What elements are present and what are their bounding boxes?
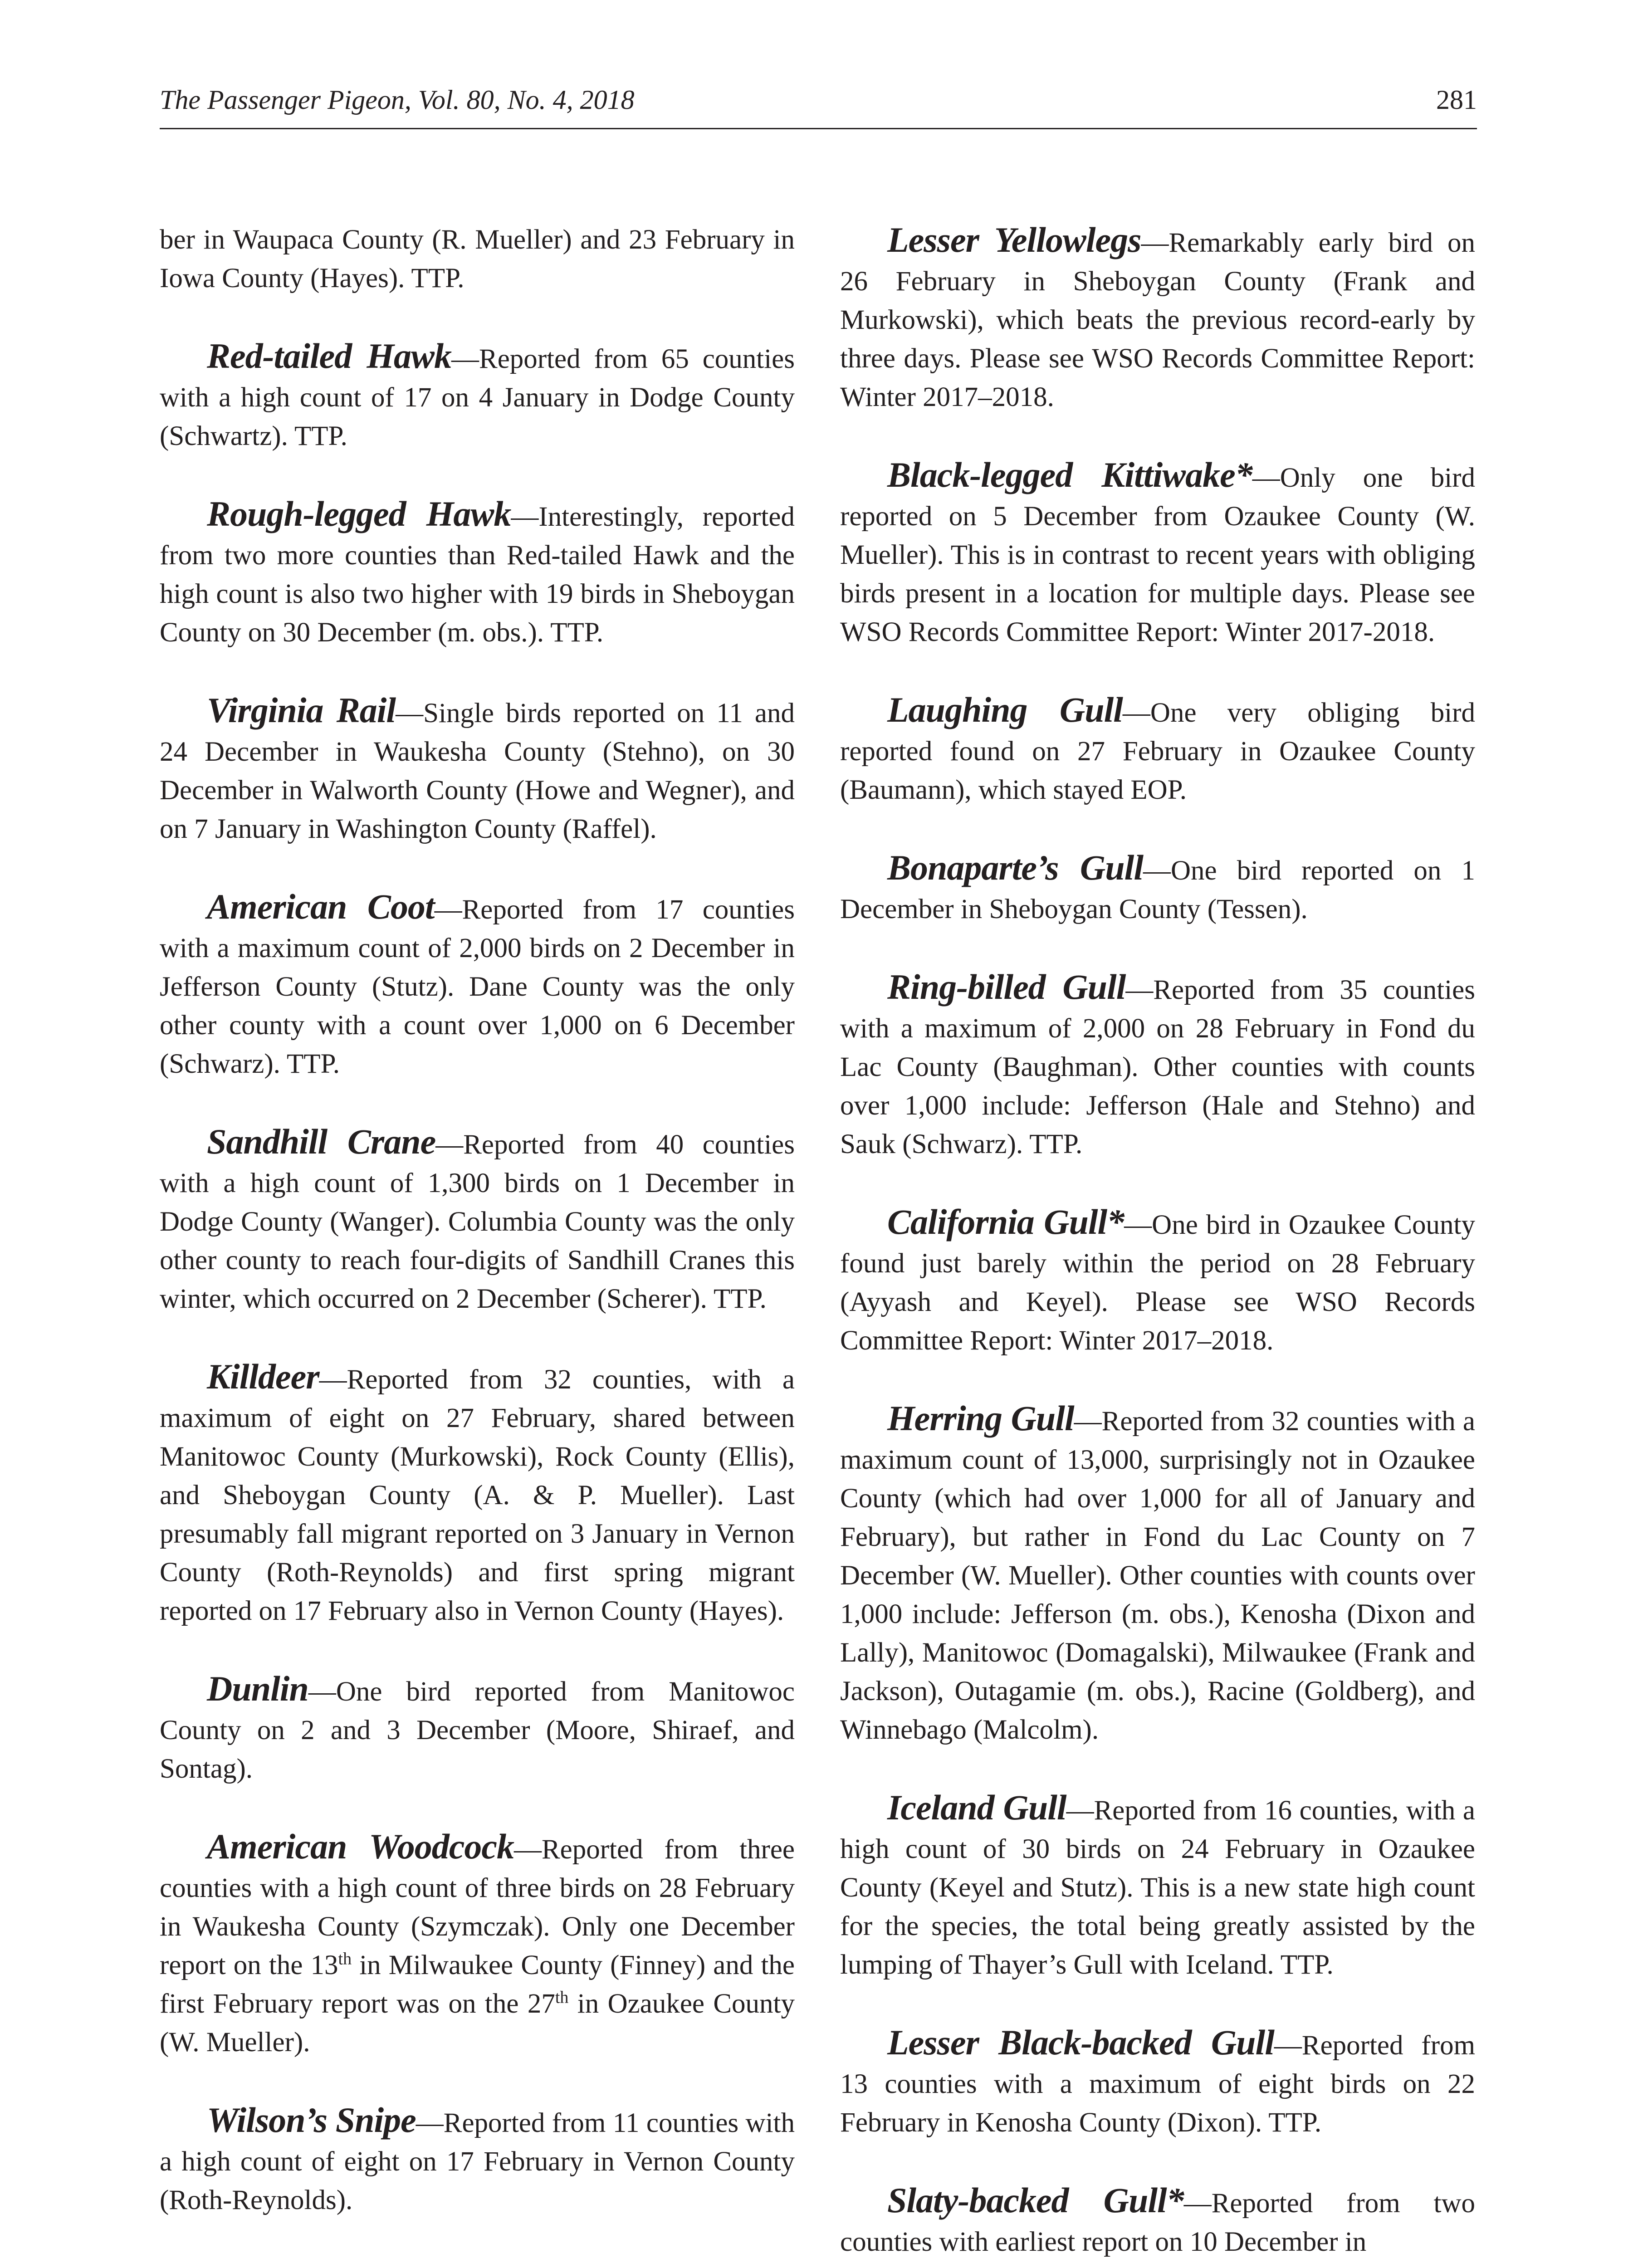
species-name: Sandhill Crane [207,1122,436,1161]
ordinal-suffix: th [338,1949,352,1969]
species-name: Black-legged Kittiwake* [887,455,1252,494]
species-account [160,1122,795,1318]
species-name: Lesser Black-backed Gull [887,2023,1274,2062]
species-name: American Coot [207,887,435,926]
account-text: —Reported from 32 counties with a maximum count of 13,000, surprisingly not in Ozaukee County (which had over 1,000 for all of January and February), but rather in Fond du Lac County on 7 December (W. Mueller). Other counties with counts over 1,000 include: Jefferson (m. obs.), Kenosha (Dixon and Lally), Manitowoc (Domagalski), Milwaukee (Frank and Jackson), Outagamie (m. obs.), Racine (Goldberg), and Winnebago (Malcolm). [840,1406,1475,1745]
species-account [160,494,795,652]
species-name: Killdeer [207,1357,319,1396]
account-text: —One bird in Ozaukee County found just barely within the period on 28 February (Ayyash and Keyel). Please see WSO Records Committee Report: Winter 2017–2018. [840,1210,1475,1356]
species-account [840,690,1475,809]
species-account-continuation [160,220,795,298]
account-text: in Ozaukee County (W. Mueller). [160,1989,795,2058]
account-text: —One very obliging bird reported found on 27 February in Ozaukee County (Baumann), which stayed EOP. [840,698,1475,805]
species-account [840,1399,1475,1749]
running-header [160,84,1477,130]
account-text: —Reported from 13 counties with a maximum of eight birds on 22 February in Kenosha County (Dixon). TTP. [840,2030,1476,2138]
species-name: Ring-billed Gull [887,967,1126,1007]
species-name: Dunlin [207,1669,308,1708]
species-name: California Gull* [887,1202,1125,1242]
species-name: Lesser Yellowlegs [887,220,1141,259]
header-rule [160,128,1477,129]
account-text: —Only one bird reported on 5 December from Ozaukee County (W. Mueller). This is in contrast to recent years with obliging birds present in a location for multiple days. Please see WSO Records Committee Report: Winter 2017-2018. [840,463,1475,647]
species-name: Iceland Gull [887,1788,1066,1827]
species-account [840,220,1475,416]
species-account [160,1669,795,1788]
species-account [840,968,1475,1163]
ordinal-suffix: th [555,1988,569,2007]
species-name: Wilson’s Snipe [207,2100,416,2140]
journal-title: The Passenger Pigeon, Vol. 80, No. 4, 2018 [160,85,635,115]
species-account [160,337,795,455]
species-account [840,2181,1475,2261]
right-column [840,220,1475,2268]
species-name: Rough-legged Hawk [207,494,511,533]
species-account [840,455,1475,651]
species-account [160,887,795,1083]
account-text: —Reported from 40 counties with a high count of 1,300 birds on 1 December in Dodge County (Wanger). Columbia County was the only other county to reach four-digits of Sandhill Cranes this winter, which occurred on 2 December (Scherer). TTP. [160,1129,795,1314]
account-text: —Reported from 11 counties with a high count of eight on 17 February in Vernon County (Roth-Reynolds). [160,2108,795,2215]
species-account [160,1827,795,2062]
page-number: 281 [1436,85,1477,115]
account-text: —Reported from three counties with a high count of three birds on 28 February in Waukesha County (Szymczak). Only one December report on the 13 [160,1834,795,1980]
species-account [160,1357,795,1630]
account-text: —Reported from 16 counties, with a high count of 30 birds on 24 February in Ozaukee County (Keyel and Stutz). This is a new state high count for the species, the total being greatly assisted by the lumping of Thayer’s Gull with Iceland. TTP. [840,1795,1475,1980]
account-text: —One bird reported from Manitowoc County on 2 and 3 December (Moore, Shiraef, and Sontag). [160,1677,795,1784]
account-text: —Reported from 32 counties, with a maximum of eight on 27 February, shared between Manitowoc County (Murkowski), Rock County (Ellis), and Sheboygan County (A. & P. Mueller). Last presumably fall migrant reported on 3 January in Vernon County (Roth-Reynolds) and first spring migrant reported on 17 February also in Vernon County (Hayes). [160,1364,795,1626]
species-account [840,2023,1475,2142]
species-account [160,2101,795,2219]
account-text: —Reported from 35 counties with a maximum of 2,000 on 28 February in Fond du Lac County (Baughman). Other counties with counts over 1,000 include: Jefferson (Hale and Stehno) and Sauk (Schwarz). TTP. [840,975,1475,1159]
account-text: —One bird reported on 1 December in Sheboygan County (Tessen). [840,855,1475,924]
account-text: —Remarkably early bird on 26 February in Sheboygan County (Frank and Murkowski), which beats the previous record-early by three days. Please see WSO Records Committee Report: Winter 2017–2018. [840,228,1475,412]
account-text: —Interestingly, reported from two more counties than Red-tailed Hawk and the high count is also two higher with 19 birds in Sheboygan County on 30 December (m. obs.). TTP. [160,502,795,648]
species-name: Slaty-backed Gull* [887,2180,1184,2220]
species-account [840,1202,1475,1360]
species-name: American Woodcock [207,1827,514,1866]
species-name: Bonaparte’s Gull [887,848,1143,887]
account-text: —Reported from 17 counties with a maximum count of 2,000 birds on 2 December in Jefferson County (Stutz). Dane County was the only other county with a count over 1,000 on 6 December (Schwarz). TTP. [160,894,795,1079]
account-text: in Milwaukee County (Finney) and the first February report was on the 27 [160,1950,795,2019]
species-name: Herring Gull [887,1398,1074,1438]
species-name: Laughing Gull [887,690,1123,729]
species-account [840,1788,1475,1984]
account-text: —Single birds reported on 11 and 24 December in Waukesha County (Stehno), on 30 December in Walworth County (Howe and Wegner), and on 7 January in Washington County (Raffel). [160,698,795,844]
account-text: —Reported from two counties with earliest report on 10 December in [840,2188,1476,2257]
species-account [840,848,1475,929]
left-column [160,220,795,2258]
species-name: Red-tailed Hawk [207,336,452,376]
species-account [160,691,795,848]
species-name: Virginia Rail [207,690,396,730]
account-text: —Reported from 65 counties with a high count of 17 on 4 January in Dodge County (Schwartz). TTP. [160,344,795,451]
account-text: ber in Waupaca County (R. Mueller) and 23 February in Iowa County (Hayes). TTP. [160,225,795,293]
